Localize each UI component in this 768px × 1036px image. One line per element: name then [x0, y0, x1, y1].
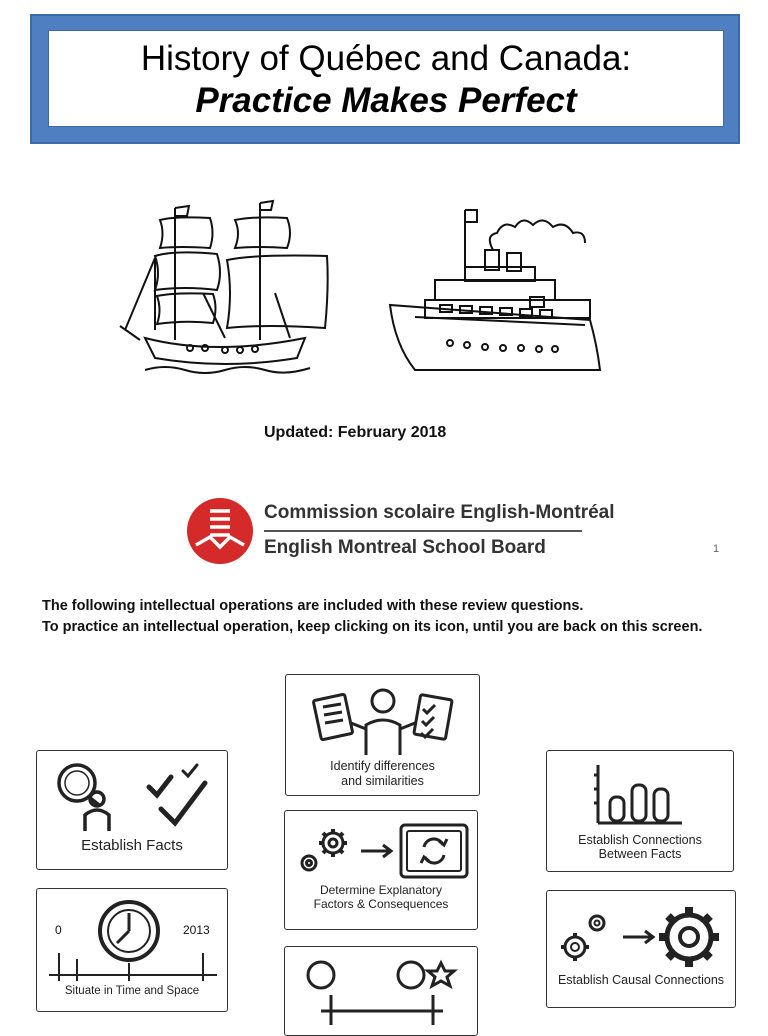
compare-documents-icon [311, 685, 456, 757]
establish-connections-button[interactable] [546, 750, 734, 872]
characterize-button[interactable] [284, 946, 478, 1036]
steamship-illustration [385, 205, 610, 380]
sailing-ship-illustration [115, 198, 330, 378]
establish-connections-label-line2: Between Facts [598, 847, 682, 861]
identify-differences-button[interactable] [285, 674, 480, 796]
establish-causal-button[interactable] [546, 890, 736, 1008]
causal-label: Establish Causal Connections [557, 973, 725, 987]
timeline-end: 2013 [183, 923, 210, 937]
intro-text [42, 596, 702, 638]
situate-label: Situate in Time and Space [64, 985, 200, 997]
board-name-fr: Commission scolaire English-Montréal [264, 502, 615, 523]
page-number: 1 [713, 543, 720, 555]
timeline-icon [45, 949, 221, 985]
explanatory-label-line2: Factors & Consequences [313, 897, 449, 911]
title-line2: Practice Makes Perfect [195, 81, 577, 120]
bar-chart-icon [592, 761, 692, 829]
situate-time-space-button[interactable] [36, 888, 228, 1012]
circles-star-icon [303, 959, 463, 1025]
identify-differences-label-line1: Identify differences [330, 759, 435, 773]
updated-date: Updated: February 2018 [264, 424, 447, 441]
gears-arrow-icon [293, 821, 471, 885]
intro-line2: To practice an intellectual operation, keep clicking on its icon, until you are back on this screen. [42, 619, 703, 635]
logo-divider [264, 530, 582, 532]
intro-line1: The following intellectual operations are included with these review questions. [42, 598, 584, 614]
explanatory-factors-button[interactable] [284, 810, 478, 930]
magnifier-person-icon [49, 759, 219, 833]
timeline-start: 0 [55, 923, 62, 937]
emsb-logo-icon [186, 497, 254, 565]
title-box [48, 30, 724, 127]
identify-differences-label-line2: and similarities [341, 774, 424, 788]
establish-facts-button[interactable] [36, 750, 228, 870]
establish-facts-label: Establish Facts [81, 837, 183, 854]
board-name-en: English Montreal School Board [264, 537, 546, 558]
establish-connections-label-line1: Establish Connections [578, 833, 702, 847]
causal-gears-icon [555, 905, 727, 971]
explanatory-label-line1: Determine Explanatory [319, 883, 443, 897]
title-line1: History of Québec and Canada: [140, 39, 632, 78]
